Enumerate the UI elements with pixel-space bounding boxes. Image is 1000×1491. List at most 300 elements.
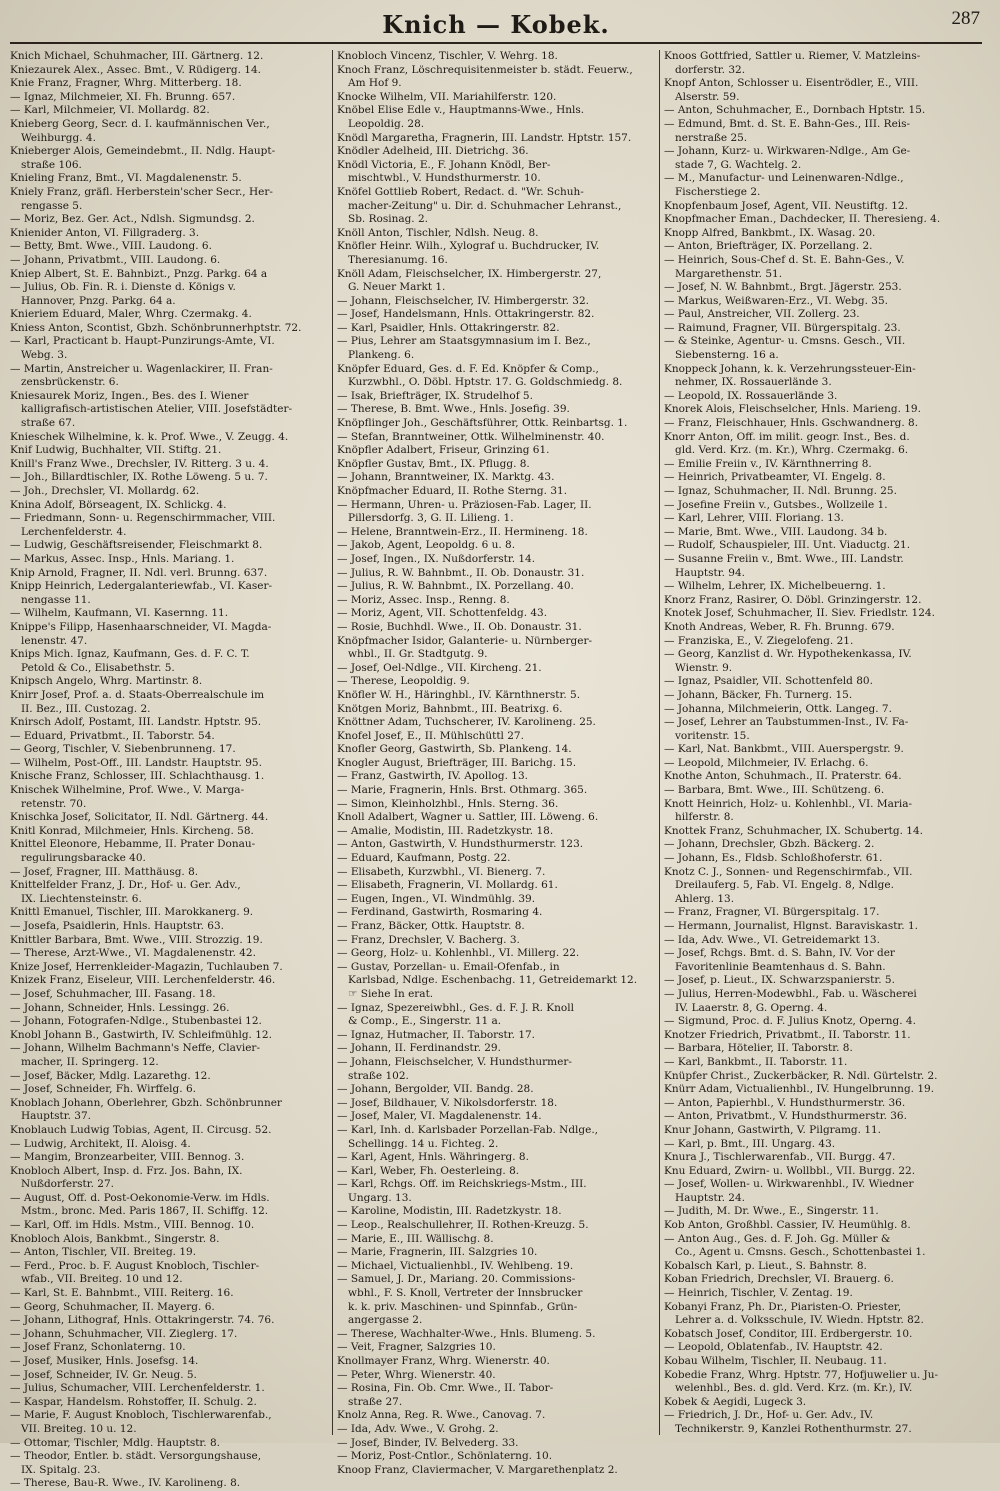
entry-continuation-line: straße 102.	[348, 1069, 409, 1082]
directory-entry-line: — Ottomar, Tischler, Mdlg. Hauptstr. 8.	[10, 1436, 220, 1449]
directory-entry-line: Knotz C. J., Sonnen- und Regenschirmfab., VII.	[664, 865, 913, 878]
directory-entry-line: — Marie, E., III. Wällischg. 8.	[337, 1232, 494, 1245]
entry-continuation-line: Pillersdorfg. 3, G. II. Lilieng. 1.	[348, 512, 514, 525]
directory-entry-line: — Pius, Lehrer am Staatsgymnasium im I. Bez.,	[337, 335, 591, 348]
directory-entry-line: Knöpfler Adalbert, Friseur, Grinzing 61.	[337, 444, 550, 457]
directory-entry-line: Knöfel Gottlieb Robert, Redact. d. "Wr. Schuh-	[337, 185, 584, 198]
entry-continuation-line: k. k. priv. Maschinen- und Spinnfab., Grün-	[348, 1300, 578, 1313]
directory-entry-line: Knopfmacher Eman., Dachdecker, II. Theresieng. 4.	[664, 213, 941, 226]
page-title: Knich — Kobek.	[382, 10, 610, 39]
entry-continuation-line: Weihburgg. 4.	[21, 131, 96, 144]
directory-entry-line: — Moriz, Agent, VII. Schottenfeldg. 43.	[337, 607, 548, 620]
directory-entry-line: — Susanne Freiin v., Bmt. Wwe., III. Landstr.	[664, 552, 904, 565]
directory-entry-line: — Ludwig, Geschäftsreisender, Fleischmarkt 8.	[10, 539, 263, 552]
entry-continuation-line: nerstraße 25.	[675, 131, 748, 144]
entry-continuation-line: ☞ Siehe In erat.	[348, 987, 434, 1000]
directory-entry-line: — Marie, Fragnerin, III. Salzgries 10.	[337, 1246, 538, 1259]
directory-entry-line: — Anton, Papierhbl., V. Hundsthurmerstr. 36.	[664, 1096, 906, 1109]
entry-continuation-line: Lerchenfelderstr. 4.	[21, 525, 127, 538]
directory-entry-line: — Veit, Fragner, Salzgries 10.	[337, 1341, 496, 1354]
directory-entry-line: Knittelfelder Franz, J. Dr., Hof- u. Ger. Adv.,	[10, 879, 241, 892]
directory-entry-line: — Karl, Weber, Fh. Oesterleing. 8.	[337, 1164, 520, 1177]
entry-continuation-line: rengasse 5.	[21, 199, 83, 212]
page-number: 287	[951, 8, 980, 29]
directory-entry-line: — Johann, Fleischselcher, V. Hundsthurmer-	[337, 1055, 572, 1068]
directory-entry-line: — Moriz, Assec. Insp., Renng. 8.	[337, 593, 510, 606]
directory-entry-line: — Leopold, Milchmeier, IV. Erlachg. 6.	[664, 756, 869, 769]
directory-entry-line: — Ida, Adv. Wwe., VI. Getreidemarkt 13.	[664, 933, 880, 946]
directory-entry-line: Kniess Anton, Scontist, Gbzh. Schönbrunnerhptstr. 72.	[10, 321, 302, 334]
directory-entry-line: Knoblach Johann, Oberlehrer, Gbzh. Schönbrunner	[10, 1096, 282, 1109]
directory-entry-line: — Isak, Briefträger, IX. Strudelhof 5.	[337, 389, 533, 402]
directory-entry-line: Kobau Wilhelm, Tischler, II. Neubaug. 11.	[664, 1355, 887, 1367]
directory-entry-line: Kniezaurek Alex., Assec. Bmt., V. Rüdigerg. 14.	[10, 63, 262, 76]
directory-entry-line: Knienider Anton, VI. Fillgraderg. 3.	[10, 226, 200, 239]
directory-entry-line: — Josef, Oel-Ndlge., VII. Kircheng. 21.	[337, 661, 542, 674]
directory-entry-line: Knöpfmacher Eduard, II. Rothe Sterng. 31.	[337, 485, 568, 497]
entry-continuation-line: IX. Spitalg. 23.	[21, 1463, 101, 1476]
entry-continuation-line: Petold & Co., Elisabethstr. 5.	[21, 661, 175, 674]
directory-entry-line: Knöpfler Gustav, Bmt., IX. Pflugg. 8.	[337, 457, 530, 470]
directory-entry-line: — Anton, Privatbmt., V. Hundsthurmerstr. 36.	[664, 1110, 907, 1123]
columns	[6, 50, 986, 1490]
entry-continuation-line: straße 67.	[21, 417, 76, 430]
directory-entry-line: — Hermann, Uhren- u. Präziosen-Fab. Lager, II.	[337, 498, 592, 511]
directory-entry-line: Knischka Josef, Solicitator, II. Ndl. Gärtnerg. 44.	[10, 811, 269, 824]
directory-entry-line: — Rudolf, Schauspieler, III. Unt. Viaductg. 21.	[664, 539, 911, 552]
directory-entry-line: Knobloch Vincenz, Tischler, V. Wehrg. 18.	[337, 50, 558, 62]
directory-entry-line: — Ignaz, Hutmacher, II. Taborstr. 17.	[337, 1028, 536, 1041]
directory-entry-line: — Josefine Freiin v., Gutsbes., Wollzeile 1.	[664, 498, 888, 511]
entry-continuation-line: Mstm., bronc. Med. Paris 1867, II. Schiffg. 12.	[21, 1205, 269, 1218]
directory-entry-line: — Johann, Fleischselcher, IV. Himbergerstr. 32.	[337, 294, 589, 307]
directory-entry-line: Knieschek Wilhelmine, k. k. Prof. Wwe., V. Zeugg. 4.	[10, 430, 289, 443]
directory-entry-line: Knipsch Angelo, Whrg. Martinstr. 8.	[10, 675, 203, 688]
directory-entry-line: — Ignaz, Milchmeier, XI. Fh. Brunng. 657.	[10, 90, 236, 103]
directory-entry-line: — Josef, Schneider, Fh. Wirffelg. 6.	[10, 1083, 196, 1096]
directory-entry-line: Knöfler Heinr. Wilh., Xylograf u. Buchdrucker, IV.	[337, 240, 600, 253]
directory-entry-line: — Karoline, Modistin, III. Radetzkystr. 18.	[337, 1205, 562, 1218]
directory-entry-line: — Anton, Gastwirth, V. Hundsthurmerstr. 123.	[337, 838, 584, 851]
directory-entry-line: Knoos Gottfried, Sattler u. Riemer, V. Matzleins-	[664, 50, 921, 62]
directory-entry-line: — Johann, Fotografen-Ndlge., Stubenbastei 12.	[10, 1015, 262, 1028]
entry-continuation-line: Ahlerg. 13.	[675, 892, 735, 905]
directory-entry-line: Knu Eduard, Zwirn- u. Wollbbl., VII. Burgg. 22.	[664, 1164, 916, 1177]
entry-continuation-line: retenstr. 70.	[21, 797, 87, 810]
entry-continuation-line: Alserstr. 59.	[675, 90, 740, 103]
directory-entry-line: — M., Manufactur- und Leinenwaren-Ndlge.,	[664, 172, 904, 185]
directory-entry-line: — Ludwig, Architekt, II. Aloisg. 4.	[10, 1137, 191, 1150]
directory-entry-line: Knorek Alois, Fleischselcher, Hnls. Marieng. 19.	[664, 403, 921, 416]
directory-entry-line: Kniep Albert, St. E. Bahnbizt., Pnzg. Parkg. 64 a	[10, 267, 268, 280]
directory-entry-line: Knieriem Eduard, Maler, Whrg. Czermakg. 4.	[10, 308, 252, 321]
directory-entry-line: Kobanyi Franz, Ph. Dr., Piaristen-O. Priester,	[664, 1300, 902, 1313]
directory-entry-line: Knische Franz, Schlosser, III. Schlachthausg. 1.	[10, 770, 265, 783]
entry-continuation-line: straße 27.	[348, 1395, 403, 1408]
directory-entry-line: Knina Adolf, Börseagent, IX. Schlickg. 4.	[10, 498, 227, 511]
directory-entry-line: — Karl, Nat. Bankbmt., VIII. Auerspergstr. 9.	[664, 743, 904, 756]
entry-continuation-line: gld. Verd. Krz. (m. Kr.), Whrg. Czermakg. 6.	[675, 444, 909, 457]
directory-entry-line: — Karl, Bankbmt., II. Taborstr. 11.	[664, 1055, 848, 1068]
directory-entry-line: Knizek Franz, Eiseleur, VIII. Lerchenfelderstr. 46.	[10, 974, 276, 987]
directory-entry-line: Knolz Anna, Reg. R. Wwe., Canovag. 7.	[337, 1409, 546, 1422]
directory-entry-line: — Julius, Schumacher, VIII. Lerchenfelderstr. 1.	[10, 1382, 265, 1395]
entry-continuation-line: IX. Liechtensteinstr. 6.	[21, 892, 142, 905]
directory-entry-line: — Josef, Schuhmacher, III. Fasang. 18.	[10, 987, 216, 1000]
directory-entry-line: — Josef, Binder, IV. Belvederg. 33.	[337, 1436, 519, 1449]
directory-entry-line: Knobl Johann B., Gastwirth, IV. Schleifmühlg. 12.	[10, 1028, 272, 1041]
directory-entry-line: — Johann, Bergolder, VII. Bandg. 28.	[337, 1083, 534, 1096]
directory-entry-line: Knirsch Adolf, Postamt, III. Landstr. Hptstr. 95.	[10, 716, 262, 729]
directory-entry-line: — Gustav, Porzellan- u. Email-Ofenfab., in	[337, 960, 560, 973]
directory-entry-line: — Therese, Bau-R. Wwe., IV. Karolineng. 8.	[10, 1477, 241, 1490]
entry-continuation-line: Hauptstr. 37.	[21, 1110, 91, 1123]
directory-entry-line: — Josef, Bildhauer, V. Nikolsdorferstr. 18.	[337, 1096, 558, 1109]
entry-continuation-line: & Comp., E., Singerstr. 11 a.	[348, 1015, 502, 1028]
entry-continuation-line: Hauptstr. 94.	[675, 566, 745, 579]
directory-entry-line: — August, Off. d. Post-Oekonomie-Verw. im Hdls.	[10, 1191, 270, 1204]
directory-entry-line: — Anton, Briefträger, IX. Porzellang. 2.	[664, 240, 873, 253]
directory-entry-line: Knöbel Elise Edle v., Hauptmanns-Wwe., Hnls.	[337, 104, 585, 117]
directory-entry-line: — Moriz, Post-Cntlor., Schönlaterng. 10.	[337, 1450, 553, 1463]
directory-entry-line: — Therese, Arzt-Wwe., VI. Magdalenenstr. 42.	[10, 947, 256, 960]
directory-entry-line: — Emilie Freiin v., IV. Kärnthnerring 8.	[664, 457, 872, 470]
directory-entry-line: Knotzer Friedrich, Privatbmt., II. Taborstr. 11.	[664, 1028, 911, 1041]
directory-entry-line: Knitl Konrad, Milchmeier, Hnls. Kircheng. 58.	[10, 824, 254, 837]
directory-entry-line: — Karl, Inh. d. Karlsbader Porzellan-Fab. Ndlge.,	[337, 1123, 599, 1136]
directory-entry-line: — Julius, R. W. Bahnbmt., IX. Porzellang. 40.	[337, 580, 574, 593]
directory-entry-line: — Marie, F. August Knobloch, Tischlerwarenfab.,	[10, 1409, 272, 1422]
entry-continuation-line: nehmer, IX. Rossauerlände 3.	[675, 376, 832, 389]
directory-entry-line: — Elisabeth, Fragnerin, VI. Mollardg. 61.	[337, 879, 558, 892]
entry-continuation-line: stade 7, G. Wachtelg. 2.	[675, 158, 802, 171]
entry-continuation-line: Siebensterng. 16 a.	[675, 349, 779, 362]
entry-continuation-line: voritenstr. 15.	[675, 729, 750, 742]
directory-entry-line: Kobek & Aegidi, Lugeck 3.	[664, 1395, 807, 1408]
directory-entry-line: Knopfenbaum Josef, Agent, VII. Neustiftg. 12.	[664, 199, 908, 212]
entry-continuation-line: nengasse 11.	[21, 593, 91, 606]
directory-entry-line: — Franz, Bäcker, Ottk. Hauptstr. 8.	[337, 920, 525, 932]
directory-entry-line: — Marie, Fragnerin, Hnls. Brst. Othmarg. 365.	[337, 784, 588, 797]
directory-entry-line: — Joh., Billardtischler, IX. Rothe Löweng. 5 u. 7.	[10, 471, 268, 484]
directory-entry-line: — Josef Franz, Schonlaterng. 10.	[10, 1341, 186, 1354]
directory-entry-line: — Martin, Anstreicher u. Wagenlackirer, II. Fran-	[10, 362, 273, 375]
directory-entry-line: — Josef, Lehrer an Taubstummen-Inst., IV. Fa-	[664, 716, 909, 729]
directory-entry-line: — Elisabeth, Kurzwbhl., VI. Bienerg. 7.	[337, 865, 546, 878]
directory-entry-line: Knödl Victoria, E., F. Johann Knödl, Ber-	[337, 158, 551, 171]
directory-entry-line: — Franz, Fragner, VI. Bürgerspitalg. 17.	[664, 906, 880, 919]
entry-continuation-line: lenenstr. 47.	[21, 634, 88, 647]
directory-entry-line: — Julius, Ob. Fin. R. i. Dienste d. Königs v.	[10, 281, 236, 294]
directory-entry-line: — Eugen, Ingen., VI. Windmühlg. 39.	[337, 892, 536, 905]
directory-entry-line: — Johann, Bäcker, Fh. Turnerg. 15.	[664, 688, 853, 701]
entry-continuation-line: whbl., II. Gr. Stadtgutg. 9.	[348, 648, 488, 661]
entry-continuation-line: Hannover, Pnzg. Parkg. 64 a.	[21, 294, 176, 307]
directory-entry-line: — Marie, Bmt. Wwe., VIII. Laudong. 34 b.	[664, 525, 888, 538]
entry-continuation-line: Sb. Rosinag. 2.	[348, 213, 429, 226]
directory-entry-line: — Josef, N. W. Bahnbmt., Brgt. Jägerstr. 253.	[664, 281, 902, 294]
directory-entry-line: — Karl, St. E. Bahnbmt., VIII. Reiterg. 16.	[10, 1287, 234, 1300]
directory-entry-line: Knöttner Adam, Tuchscherer, IV. Karolineng. 25.	[337, 716, 596, 729]
directory-entry-line: — Raimund, Fragner, VII. Bürgerspitalg. 23.	[664, 321, 901, 334]
directory-entry-line: Knotek Josef, Schuhmacher, II. Siev. Friedlstr. 124.	[664, 607, 935, 620]
directory-entry-line: — Karl, Agent, Hnls. Währingerg. 8.	[337, 1151, 529, 1164]
directory-entry-line: — Johanna, Milchmeierin, Ottk. Langeg. 7.	[664, 702, 892, 715]
directory-entry-line: — Georg, Holz- u. Kohlenhbl., VI. Millerg. 22.	[337, 947, 580, 960]
directory-entry-line: Knöfler W. H., Häringhbl., IV. Kärnthnerstr. 5.	[337, 688, 581, 701]
directory-entry-line: — Ignaz, Spezereiwbhl., Ges. d. F. J. R. Knoll	[337, 1001, 574, 1014]
directory-entry-line: — Anton Aug., Ges. d. F. Joh. Gg. Müller &	[664, 1232, 891, 1245]
directory-entry-line: — Franz, Fleischhauer, Hnls. Gschwandnerg. 8.	[664, 417, 919, 430]
directory-entry-line: — Johann, Privatbmt., VIII. Laudong. 6.	[10, 253, 221, 266]
directory-entry-line: — Josef, Wollen- u. Wirkwarenhbl., IV. Wiedner	[664, 1178, 914, 1191]
entry-continuation-line: Webg. 3.	[21, 349, 68, 362]
directory-entry-line: Knürr Adam, Victualienhbl., IV. Hungelbrunng. 19.	[664, 1083, 935, 1096]
directory-entry-line: — Johann, Schneider, Hnls. Lessingg. 26.	[10, 1001, 230, 1014]
directory-entry-line: — Georg, Tischler, V. Siebenbrunneng. 17.	[10, 743, 236, 756]
entry-continuation-line: mischtwbl., V. Hundsthurmerstr. 10.	[348, 172, 541, 185]
directory-entry-line: — Joh., Drechsler, VI. Mollardg. 62.	[10, 485, 200, 497]
directory-entry-line: Knippe's Filipp, Hasenhaarschneider, VI. Magda-	[10, 620, 272, 633]
entry-continuation-line: IV. Laaerstr. 8, G. Operng. 4.	[675, 1001, 828, 1014]
directory-entry-line: Kniely Franz, gräfl. Herberstein'scher Secr., Her-	[10, 185, 273, 198]
directory-entry-line: — Rosie, Buchhdl. Wwe., II. Ob. Donaustr. 31.	[337, 620, 582, 633]
directory-entry-line: — Wilhelm, Lehrer, IX. Michelbeuerng. 1.	[664, 580, 886, 593]
entry-continuation-line: Am Hof 9.	[348, 77, 402, 90]
directory-entry-line: Knura J., Tischlerwarenfab., VII. Burgg. 47.	[664, 1151, 896, 1164]
page-header	[10, 8, 982, 44]
directory-entry-line: — Josef, Maler, VI. Magdalenenstr. 14.	[337, 1110, 542, 1123]
directory-entry-line: — Leop., Realschullehrer, II. Rothen-Kreuzg. 5.	[337, 1219, 589, 1232]
directory-entry-line: Knöpfer Eduard, Ges. d. F. Ed. Knöpfer & Comp.,	[337, 362, 599, 375]
entry-continuation-line: dorferstr. 32.	[675, 63, 746, 76]
directory-entry-line: — Johann, Schuhmacher, VII. Zieglerg. 17.	[10, 1327, 238, 1340]
directory-entry-line: — Friedrich, J. Dr., Hof- u. Ger. Adv., IV.	[664, 1409, 874, 1422]
directory-entry-line: Kobedie Franz, Whrg. Hptstr. 77, Hofjuwelier u. Ju-	[664, 1368, 939, 1381]
entry-continuation-line: welenhbl., Bes. d. gld. Verd. Krz. (m. Kr.), IV.	[675, 1382, 913, 1395]
directory-entry-line: — Karl, Practicant b. Haupt-Punzirungs-Amte, VI.	[10, 335, 275, 348]
directory-entry-line: — Therese, Wachhalter-Wwe., Hnls. Blumeng. 5.	[337, 1327, 596, 1340]
directory-entry-line: — Moriz, Bez. Ger. Act., Ndlsh. Sigmundsg. 2.	[10, 213, 255, 226]
directory-entry-line: Knoppeck Johann, k. k. Verzehrungssteuer-Ein-	[664, 362, 916, 375]
directory-entry-line: — Franz, Drechsler, V. Bacherg. 3.	[337, 933, 520, 946]
directory-entry-line: — Therese, B. Bmt. Wwe., Hnls. Josefig. 39.	[337, 403, 570, 416]
directory-entry-line: Knöll Anton, Tischler, Ndlsh. Neug. 8.	[337, 226, 539, 239]
directory-entry-line: — Leopold, Oblatenfab., IV. Hauptstr. 42.	[664, 1341, 883, 1354]
directory-entry-line: — Samuel, J. Dr., Mariang. 20. Commissions-	[337, 1273, 576, 1286]
entry-continuation-line: Leopoldig. 28.	[348, 117, 425, 130]
directory-entry-line: — Karl, Lehrer, VIII. Floriang. 13.	[664, 512, 844, 525]
directory-entry-line: — Karl, Off. im Hdls. Mstm., VIII. Bennog. 10.	[10, 1219, 255, 1232]
entry-continuation-line: Karlsbad, Ndlge. Eschenbachg. 11, Getreidemarkt 12.	[348, 974, 638, 987]
entry-continuation-line: macher-Zeitung" u. Dir. d. Schuhmacher Lehranst.,	[348, 199, 622, 212]
directory-entry-line: Knöll Adam, Fleischselcher, IX. Himbergerstr. 27,	[337, 267, 602, 280]
directory-entry-line: — Johann, Wilhelm Bachmann's Neffe, Clavier-	[10, 1042, 260, 1055]
column-2	[332, 50, 659, 1476]
directory-entry-line: — Josef, Bäcker, Mdlg. Lazarethg. 12.	[10, 1069, 211, 1082]
entry-continuation-line: hilferstr. 8.	[675, 811, 734, 824]
column-3	[659, 50, 986, 1435]
directory-entry-line: — Sigmund, Proc. d. F. Julius Knotz, Operng. 4.	[664, 1015, 916, 1028]
directory-entry-line: Knittel Eleonore, Hebamme, II. Prater Donau-	[10, 838, 256, 851]
directory-entry-line: Knott Heinrich, Holz- u. Kohlenhbl., VI. Maria-	[664, 797, 913, 810]
directory-entry-line: Knie Franz, Fragner, Whrg. Mitterberg. 18.	[10, 77, 242, 90]
entry-continuation-line: zensbrückenstr. 6.	[21, 376, 119, 389]
directory-entry-line: — Julius, Herren-Modewbhl., Fab. u. Wäscherei	[664, 987, 917, 1000]
directory-entry-line: Knödl Margaretha, Fragnerin, III. Landstr. Hptstr. 157.	[337, 131, 632, 144]
directory-entry-line: — Michael, Victualienhbl., IV. Wehlbeng. 19.	[337, 1259, 574, 1272]
entry-continuation-line: regulirungsbaracke 40.	[21, 852, 146, 865]
directory-entry-line: Koban Friedrich, Drechsler, VI. Brauerg. 6.	[664, 1273, 894, 1286]
directory-entry-line: Knocke Wilhelm, VII. Mariahilferstr. 120.	[337, 90, 557, 103]
entry-continuation-line: straße 106.	[21, 158, 82, 171]
entry-continuation-line: Plankeng. 6.	[348, 349, 415, 362]
directory-entry-line: Knofel Josef, E., II. Mühlschüttl 27.	[337, 729, 524, 742]
directory-entry-line: Knoch Franz, Löschrequisitenmeister b. städt. Feuerw.,	[337, 63, 633, 76]
directory-entry-line: — Karl, Psaidler, Hnls. Ottakringerstr. 82.	[337, 321, 560, 334]
entry-continuation-line: Technikerstr. 9, Kanzlei Rothenthurmstr. 27.	[675, 1422, 912, 1435]
entry-continuation-line: wbhl., F. S. Knoll, Vertreter der Innsbrucker	[348, 1287, 583, 1300]
directory-entry-line: Knips Mich. Ignaz, Kaufmann, Ges. d. F. C. T.	[10, 648, 250, 661]
entry-continuation-line: Lehrer a. d. Volksschule, IV. Wiedn. Hptstr. 82.	[675, 1314, 924, 1327]
directory-entry-line: Knorz Franz, Rasirer, O. Döbl. Grinzingerstr. 12.	[664, 593, 922, 606]
entry-continuation-line: angergasse 2.	[348, 1314, 423, 1327]
entry-continuation-line: Dreilauferg. 5, Fab. VI. Engelg. 8, Ndlge.	[675, 879, 894, 892]
directory-entry-line: Knogler August, Briefträger, III. Barichg. 15.	[337, 756, 577, 769]
directory-entry-line: — Friedmann, Sonn- u. Regenschirmmacher, VIII.	[10, 512, 276, 525]
directory-entry-line: — Helene, Branntwein-Erz., II. Hermineng. 18.	[337, 525, 588, 538]
entry-continuation-line: VII. Breiteg. 10 u. 12.	[21, 1422, 137, 1435]
directory-entry-line: Knur Johann, Gastwirth, V. Pilgramg. 11.	[664, 1123, 882, 1136]
directory-entry-line: Knofler Georg, Gastwirth, Sb. Plankeng. 14.	[337, 743, 572, 756]
directory-entry-line: — Julius, R. W. Bahnbmt., II. Ob. Donaustr. 31.	[337, 566, 585, 579]
directory-entry-line: Knieling Franz, Bmt., VI. Magdalenenstr. 5.	[10, 172, 242, 185]
directory-entry-line: Knittl Emanuel, Tischler, III. Marokkanerg. 9.	[10, 906, 254, 919]
directory-entry-line: — Franz, Gastwirth, IV. Apollog. 13.	[337, 770, 528, 783]
directory-entry-line: — Josef, Musiker, Hnls. Josefsg. 14.	[10, 1355, 199, 1367]
directory-entry-line: Knorr Anton, Off. im milit. geogr. Inst., Bes. d.	[664, 430, 910, 443]
directory-entry-line: — Ferd., Proc. b. F. August Knobloch, Tischler-	[10, 1259, 260, 1272]
directory-entry-line: — Eduard, Privatbmt., II. Taborstr. 54.	[10, 729, 215, 742]
directory-entry-line: — Ignaz, Psaidler, VII. Schottenfeld 80.	[664, 675, 873, 688]
directory-entry-line: — Simon, Kleinholzhbl., Hnls. Sterng. 36.	[337, 797, 559, 810]
directory-entry-line: — Josef, Fragner, III. Matthäusg. 8.	[10, 865, 199, 878]
entry-continuation-line: Margarethenstr. 51.	[675, 267, 783, 280]
entry-continuation-line: Schellingg. 14 u. Fichteg. 2.	[348, 1137, 499, 1150]
directory-entry-line: Knittler Barbara, Bmt. Wwe., VIII. Strozzig. 19.	[10, 933, 263, 946]
directory-entry-line: Knothe Anton, Schuhmach., II. Praterstr. 64.	[664, 770, 902, 783]
entry-continuation-line: kalligrafisch-artistischen Atelier, VIII. Josefstädter-	[21, 403, 293, 416]
directory-entry-line: — Leopold, IX. Rossauerlände 3.	[664, 389, 838, 402]
directory-entry-line: — Franziska, E., V. Ziegelofeng. 21.	[664, 634, 854, 647]
directory-entry-line: Kob Anton, Großhbl. Cassier, IV. Heumühlg. 8.	[664, 1219, 911, 1232]
directory-entry-line: — Edmund, Bmt. d. St. E. Bahn-Ges., III. Reis-	[664, 117, 911, 130]
directory-entry-line: Knoblauch Ludwig Tobias, Agent, II. Circusg. 52.	[10, 1123, 272, 1136]
directory-entry-line: Knüpfer Christ., Zuckerbäcker, R. Ndl. Gürtelstr. 2.	[664, 1069, 938, 1082]
directory-entry-line: Knötgen Moriz, Bahnbmt., III. Beatrixg. 6.	[337, 702, 563, 715]
directory-entry-line: — Theodor, Entler. b. städt. Versorgungshause,	[10, 1450, 262, 1463]
directory-entry-line: — Jakob, Agent, Leopoldg. 6 u. 8.	[337, 539, 516, 552]
directory-entry-line: Kobatsch Josef, Conditor, III. Erdbergerstr. 10.	[664, 1327, 913, 1340]
directory-entry-line: Knoop Franz, Claviermacher, V. Margarethenplatz 2.	[337, 1463, 618, 1476]
directory-entry-line: Knill's Franz Wwe., Drechsler, IV. Ritterg. 3 u. 4.	[10, 457, 269, 470]
directory-entry-line: — Josef, p. Lieut., IX. Schwarzspanierstr. 5.	[664, 974, 895, 987]
directory-entry-line: Kobalsch Karl, p. Lieut., S. Bahnstr. 8.	[664, 1259, 867, 1272]
directory-entry-line: — Stefan, Branntweiner, Ottk. Wilhelminenstr. 40.	[337, 430, 605, 443]
directory-entry-line: Kniesaurek Moriz, Ingen., Bes. des I. Wiener	[10, 389, 249, 402]
directory-entry-line: Knoll Adalbert, Wagner u. Sattler, III. Löweng. 6.	[337, 811, 599, 824]
directory-entry-line: — Karl, Milchmeier, VI. Mollardg. 82.	[10, 104, 210, 117]
directory-entry-line: — Wilhelm, Kaufmann, VI. Kasernng. 11.	[10, 607, 229, 620]
directory-entry-line: Knize Josef, Herrenkleider-Magazin, Tuchlauben 7.	[10, 960, 283, 973]
entry-continuation-line: Wienstr. 9.	[675, 661, 733, 674]
directory-entry-line: — Therese, Leopoldig. 9.	[337, 675, 470, 688]
directory-entry-line: Knöpfmacher Isidor, Galanterie- u. Nürnberger-	[337, 634, 593, 647]
directory-entry-line: — Mangim, Bronzearbeiter, VIII. Bennog. 3.	[10, 1151, 245, 1164]
directory-entry-line: — Josef, Schneider, IV. Gr. Neug. 5.	[10, 1368, 197, 1381]
directory-entry-line: — Barbara, Bmt. Wwe., III. Schützeng. 6.	[664, 784, 885, 797]
entry-continuation-line: Fischerstiege 2.	[675, 185, 761, 198]
entry-continuation-line: Co., Agent u. Cmsns. Gesch., Schottenbastei 1.	[675, 1246, 926, 1259]
entry-continuation-line: wfab., VII. Breiteg. 10 und 12.	[21, 1273, 183, 1286]
directory-entry-line: — Johann, Drechsler, Gbzh. Bäckerg. 2.	[664, 838, 875, 851]
directory-entry-line: — Karl, p. Bmt., III. Ungarg. 43.	[664, 1137, 836, 1150]
directory-entry-line: — Josefa, Psaidlerin, Hnls. Hauptstr. 63.	[10, 920, 224, 932]
directory-entry-line: Knieberger Alois, Gemeindebmt., II. Ndlg. Haupt-	[10, 145, 276, 158]
column-1	[6, 50, 332, 1490]
directory-entry-line: Knirr Josef, Prof. a. d. Staats-Oberrealschule im	[10, 688, 265, 701]
directory-entry-line: — Wilhelm, Post-Off., III. Landstr. Hauptstr. 95.	[10, 756, 262, 769]
directory-entry-line: — Paul, Anstreicher, VII. Zollerg. 23.	[664, 308, 860, 321]
directory-entry-line: — Johann, Lithograf, Hnls. Ottakringerstr. 74. 76.	[10, 1314, 275, 1327]
directory-entry-line: Knopp Alfred, Bankbmt., IX. Wasag. 20.	[664, 226, 876, 239]
directory-entry-line: Knollmayer Franz, Whrg. Wienerstr. 40.	[337, 1355, 550, 1367]
directory-entry-line: — Georg, Schuhmacher, II. Mayerg. 6.	[10, 1300, 215, 1313]
directory-entry-line: Knobloch Albert, Insp. d. Frz. Jos. Bahn, IX.	[10, 1164, 243, 1177]
directory-entry-line: — Ignaz, Schuhmacher, II. Ndl. Brunng. 25.	[664, 485, 897, 497]
directory-entry-line: Knobloch Alois, Bankbmt., Singerstr. 8.	[10, 1232, 220, 1245]
directory-entry-line: — Johann, II. Ferdinandstr. 29.	[337, 1042, 501, 1055]
directory-entry-line: — Markus, Weißwaren-Erz., VI. Webg. 35.	[664, 294, 888, 307]
entry-continuation-line: Favoritenlinie Beamtenhaus d. S. Bahn.	[675, 960, 886, 973]
directory-entry-line: — Judith, M. Dr. Wwe., E., Singerstr. 11.	[664, 1205, 879, 1218]
directory-entry-line: — Peter, Whrg. Wienerstr. 40.	[337, 1368, 496, 1381]
directory-entry-line: Knöpflinger Joh., Geschäftsführer, Ottk. Reinbartsg. 1.	[337, 417, 628, 430]
directory-entry-line: — Amalie, Modistin, III. Radetzkystr. 18.	[337, 824, 554, 837]
entry-continuation-line: Ungarg. 13.	[348, 1191, 412, 1204]
directory-entry-line: — Karl, Rchgs. Off. im Reichskriegs-Mstm., III.	[337, 1178, 587, 1191]
directory-entry-line: — Kaspar, Handelsm. Rohstoffer, II. Schulg. 2.	[10, 1395, 257, 1408]
entry-continuation-line: Hauptstr. 24.	[675, 1191, 745, 1204]
directory-entry-line: Knif Ludwig, Buchhalter, VII. Stiftg. 21.	[10, 444, 222, 457]
directory-entry-line: — Hermann, Journalist, Hlgnst. Baraviskastr. 1.	[664, 920, 918, 932]
directory-entry-line: Knottek Franz, Schuhmacher, IX. Schubertg. 14.	[664, 824, 923, 837]
directory-entry-line: Knich Michael, Schuhmacher, III. Gärtnerg. 12.	[10, 50, 264, 62]
directory-entry-line: — Johann, Es., Fldsb. Schloßhoferstr. 61.	[664, 852, 883, 865]
entry-continuation-line: Theresianumg. 16.	[348, 253, 448, 266]
directory-entry-line: Knischek Wilhelmine, Prof. Wwe., V. Marga-	[10, 784, 245, 797]
directory-entry-line: — Heinrich, Tischler, V. Zentag. 19.	[664, 1287, 853, 1300]
directory-entry-line: Knopf Anton, Schlosser u. Eisentrödler, E., VIII.	[664, 77, 919, 90]
directory-entry-line: — Barbara, Hötelier, II. Taborstr. 8.	[664, 1042, 853, 1055]
directory-entry-line: — Anton, Tischler, VII. Breiteg. 19.	[10, 1246, 197, 1259]
entry-continuation-line: macher, II. Springerg. 12.	[21, 1055, 159, 1068]
directory-entry-line: — Eduard, Kaufmann, Postg. 22.	[337, 852, 511, 865]
directory-entry-line: — Ida, Adv. Wwe., V. Grohg. 2.	[337, 1422, 499, 1435]
directory-entry-line: — Josef, Rchgs. Bmt. d. S. Bahn, IV. Vor der	[664, 947, 895, 960]
directory-entry-line: — Betty, Bmt. Wwe., VIII. Laudong. 6.	[10, 240, 212, 253]
directory-entry-line: — Heinrich, Sous-Chef d. St. E. Bahn-Ges., V.	[664, 253, 905, 266]
